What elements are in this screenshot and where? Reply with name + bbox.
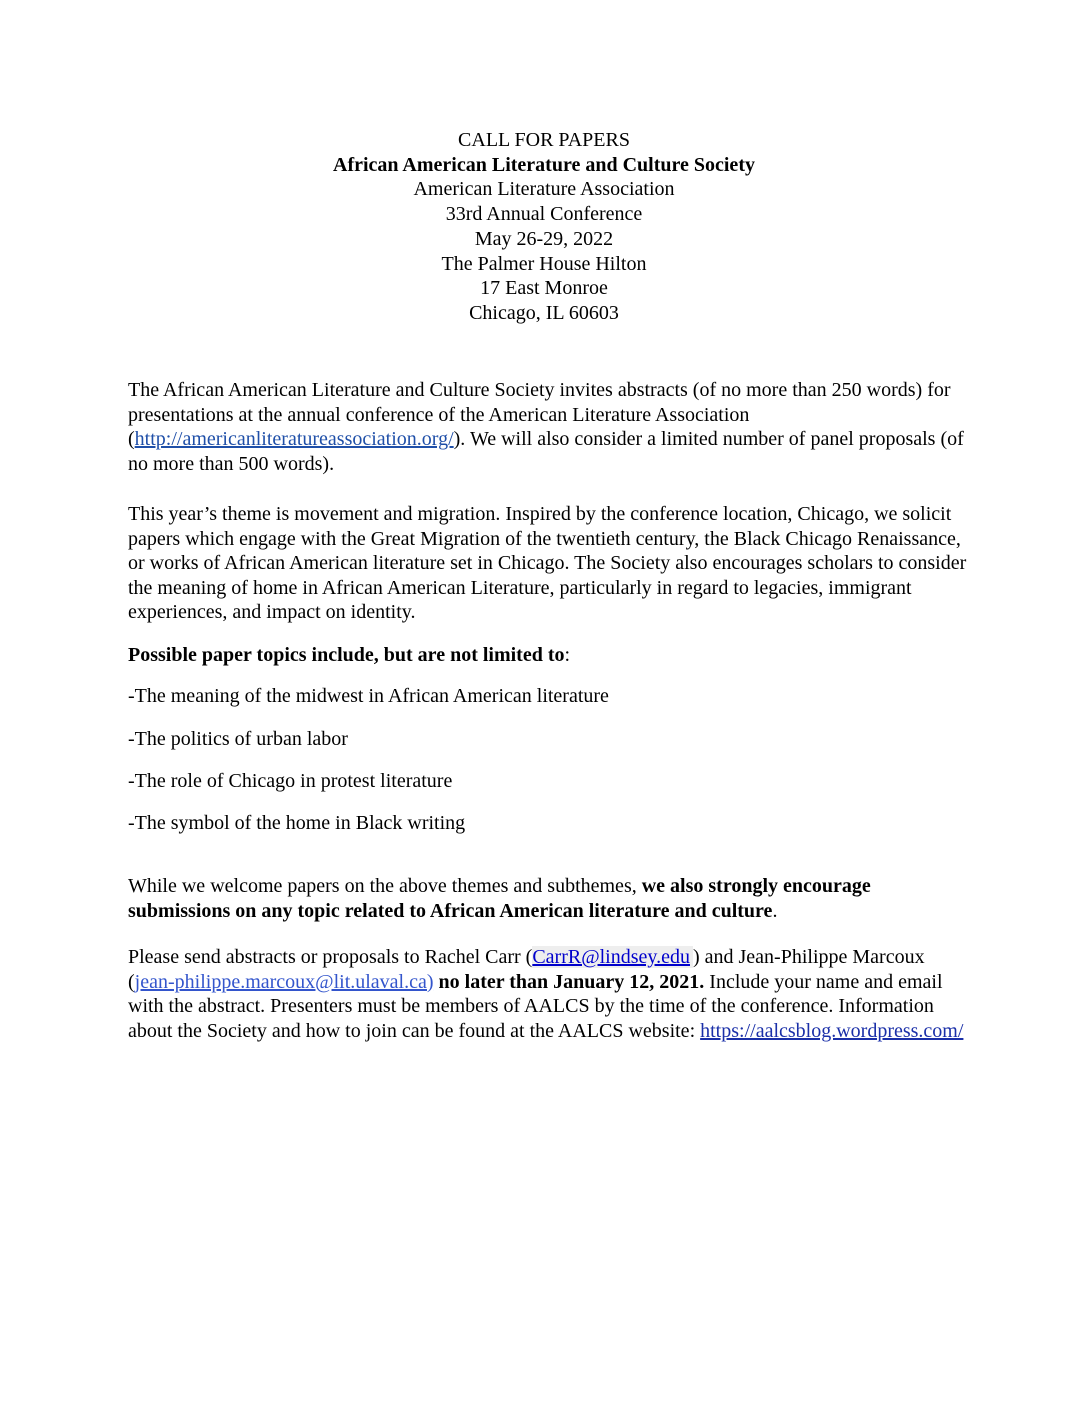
topic-item: -The symbol of the home in Black writing	[128, 812, 466, 834]
association-name: American Literature Association	[413, 178, 675, 201]
call-for-papers-title: CALL FOR PAPERS	[458, 129, 630, 151]
submission-paragraph	[128, 945, 968, 1043]
topic-item: -The politics of urban labor	[128, 728, 348, 750]
topics-heading	[128, 643, 968, 668]
conference-name: 33rd Annual Conference	[445, 203, 643, 226]
venue-street: 17 East Monroe	[480, 277, 608, 300]
carr-email-link[interactable]: CarrR@lindsey.edu	[532, 946, 693, 968]
encouragement-emphasis: we also strongly encourage submissions on any topic related to African American literature and culture	[128, 875, 871, 922]
document-header	[0, 128, 1088, 326]
topic-item: -The meaning of the midwest in African American literature	[128, 685, 609, 707]
ala-website-link[interactable]: http://americanliteratureassociation.org/	[134, 428, 454, 450]
submission-text-4: Include your name and email with the abstract. Presenters must be members of AALCS by the time of the conference. Information about the Society and how to join can be found at the AALCS website:	[128, 970, 943, 1042]
topics-heading-text: Possible paper topics include, but are not limited to	[128, 644, 565, 666]
submission-text-1: Please send abstracts or proposals to Rachel Carr (	[128, 946, 533, 968]
encouragement-end: .	[772, 899, 778, 922]
intro-text-after: ). We will also consider a limited number of panel proposals (of no more than 500 words).	[128, 428, 964, 475]
submission-deadline: no later than January 12, 2021.	[438, 970, 705, 993]
intro-paragraph	[128, 378, 968, 476]
aalcs-website-link[interactable]: https://aalcsblog.wordpress.com/	[700, 1019, 964, 1042]
theme-paragraph: This year’s theme is movement and migration. Inspired by the conference location, Chicago, we solicit papers which engage with the Great Migration of the twentieth century, the Black Chicago Renaissance, or works of African American literature set in Chicago. The Society also encourages scholars to consider the meaning of home in African American Literature, particularly in regard to legacies, immigrant experiences, and impact on identity.	[128, 503, 967, 623]
intro-text-before: The African American Literature and Culture Society invites abstracts (of no more than 250 words) for presentations at the annual conference of the American Literature Association (	[128, 379, 951, 450]
encouragement-text: While we welcome papers on the above themes and subthemes,	[128, 875, 642, 897]
submission-text-2: ) and Jean-Philippe Marcoux (	[128, 946, 925, 993]
encouragement-paragraph	[128, 874, 968, 923]
marcoux-email-link[interactable]: jean-philippe.marcoux@lit.ulaval.ca)	[134, 970, 434, 993]
conference-dates: May 26-29, 2022	[474, 227, 614, 250]
venue-city: Chicago, IL 60603	[469, 301, 619, 324]
society-name: African American Literature and Culture Society	[333, 153, 755, 176]
topic-item: -The role of Chicago in protest literature	[128, 770, 453, 792]
venue-name: The Palmer House Hilton	[441, 252, 647, 275]
topics-heading-colon: :	[564, 644, 571, 666]
